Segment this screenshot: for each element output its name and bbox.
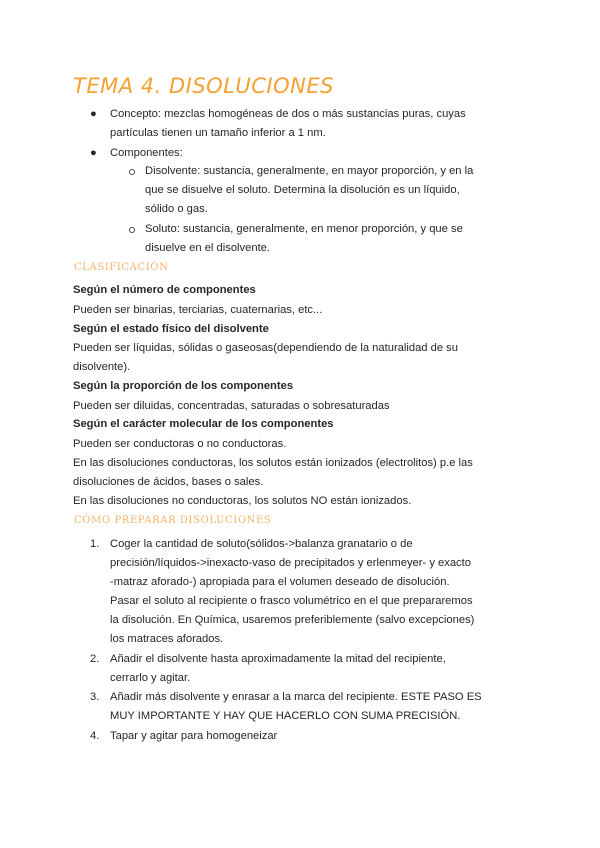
components-label: Componentes: [110, 147, 183, 159]
step-line: los matraces aforados. [110, 633, 224, 645]
solvent-line: que se disuelve el soluto. Determina la disolución es un líquido, [145, 184, 460, 196]
bullet-dot: ● [90, 147, 97, 159]
paragraph-line: disoluciones de ácidos, bases o sales. [73, 476, 264, 488]
bullet-dot: ● [90, 108, 97, 120]
step-line: Tapar y agitar para homogeneizar [110, 730, 278, 742]
page-title: TEMA 4. DISOLUCIONES [73, 74, 334, 98]
paragraph-line: Pueden ser líquidas, sólidas o gaseosas(dependiendo de la naturalidad de su [73, 342, 459, 354]
subheading: Según el carácter molecular de los componentes [73, 418, 334, 430]
section-heading-preparation: CÓMO PREPARAR DISOLUCIONES [74, 515, 272, 526]
step-line: -matraz aforado-) apropiada para el volumen deseado de disolución. [110, 576, 450, 588]
sub-bullet-circle [129, 227, 135, 233]
step-line: MUY IMPORTANTE Y HAY QUE HACERLO CON SUMA PRECISIÓN. [110, 710, 461, 722]
subheading: Según el número de componentes [73, 284, 256, 296]
section-heading-classification: CLASIFICACIÓN [74, 262, 169, 273]
step-number: 1. [90, 538, 100, 550]
concept-line: partículas tienen un tamaño inferior a 1 nm. [110, 127, 326, 139]
solvent-line: sólido o gas. [145, 203, 208, 215]
solute-line: disuelve en el disolvente. [145, 242, 271, 254]
subheading: Según la proporción de los componentes [73, 380, 294, 392]
solute-line: Soluto: sustancia, generalmente, en menor proporción, y que se [145, 223, 463, 235]
step-number: 3. [90, 691, 100, 703]
step-line: Añadir el disolvente hasta aproximadamente la mitad del recipiente, [110, 653, 446, 665]
step-line: la disolución. En Química, usaremos preferiblemente (salvo excepciones) [110, 614, 475, 626]
paragraph-line: Pueden ser conductoras o no conductoras. [73, 438, 287, 450]
step-line: precisión/líquidos->inexacto-vaso de precipitados y erlenmeyer- y exacto [110, 557, 471, 569]
sub-bullet-circle [129, 169, 135, 175]
paragraph-line: Pueden ser diluidas, concentradas, saturadas o sobresaturadas [73, 400, 390, 412]
paragraph-line: disolvente). [73, 361, 131, 373]
paragraph-line: En las disoluciones no conductoras, los solutos NO están ionizados. [73, 495, 412, 507]
paragraph-line: En las disoluciones conductoras, los solutos están ionizados (electrolitos) p.e las [73, 457, 473, 469]
step-line: Pasar el soluto al recipiente o frasco volumétrico en el que prepararemos [110, 595, 473, 607]
step-line: cerrarlo y agitar. [110, 672, 191, 684]
step-number: 2. [90, 653, 100, 665]
paragraph-line: Pueden ser binarias, terciarias, cuaternarias, etc... [73, 304, 323, 316]
step-line: Añadir más disolvente y enrasar a la marca del recipiente. ESTE PASO ES [110, 691, 482, 703]
solvent-line: Disolvente: sustancia, generalmente, en mayor proporción, y en la [145, 165, 474, 177]
concept-line: Concepto: mezclas homogéneas de dos o más sustancias puras, cuyas [110, 108, 466, 120]
step-line: Coger la cantidad de soluto(sólidos->balanza granatario o de [110, 538, 413, 550]
subheading: Según el estado físico del disolvente [73, 323, 269, 335]
step-number: 4. [90, 730, 100, 742]
